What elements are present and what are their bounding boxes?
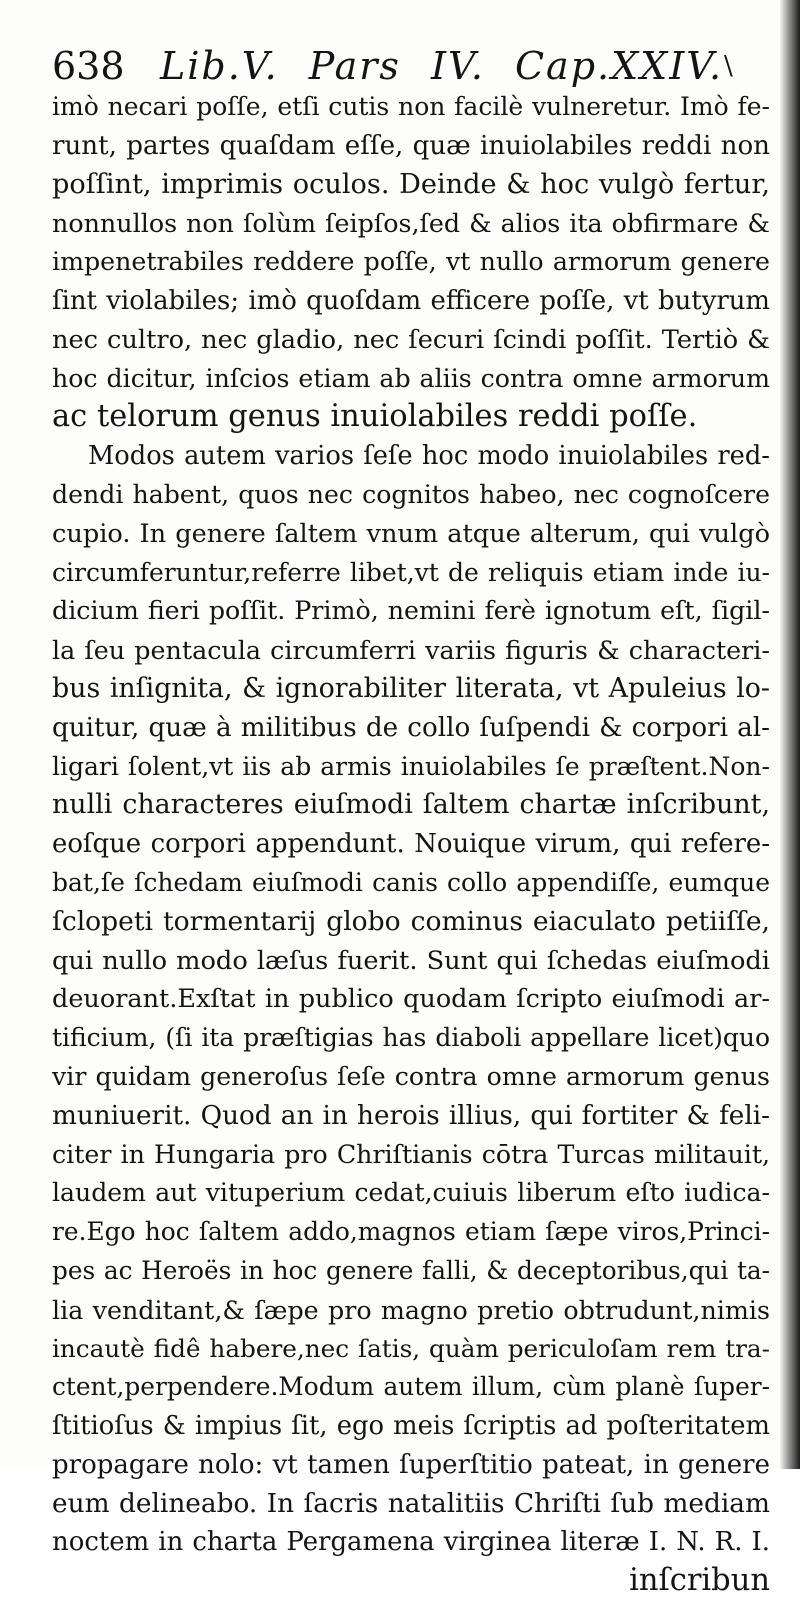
text-line: poſſint, imprimis oculos. Deinde & hoc vulgò fertur,	[52, 168, 770, 200]
text-line: eoſque corpori appendunt. Nouique virum, qui refere-	[52, 829, 770, 860]
catchword: inſcribun	[629, 1563, 770, 1599]
running-head: Lib.V. Pars IV. Cap.XXIV.	[160, 44, 724, 88]
text-line: laudem aut vituperium cedat,cuiuis liberum eſto iudica-	[52, 1178, 770, 1208]
text-line: deuorant.Exſtat in publico quodam ſcripto eiuſmodi ar-	[52, 984, 770, 1015]
body-text	[52, 88, 770, 1601]
page-header	[52, 40, 752, 92]
text-line: citer in Hungaria pro Chriſtianis cōtra Turcas militauit,	[52, 1139, 770, 1169]
text-line: cupio. In genere ſaltem vnum atque alterum, qui vulgò	[52, 518, 770, 549]
text-line: noctem in charta Pergamena virginea literæ I. N. R. I.	[52, 1527, 770, 1558]
text-line: bat,ſe ſchedam eiuſmodi canis collo appendiſſe, eumque	[52, 867, 770, 897]
text-line: vir quidam generoſus ſeſe contra omne armorum genus	[52, 1061, 770, 1091]
text-line: imò necari poſſe, etſi cutis non facilè vulneretur. Imò fe-	[52, 92, 770, 121]
text-line: ſtitioſus & impius ſit, ego meis ſcriptis ad poſteritatem	[52, 1411, 770, 1442]
text-line: quitur, quæ à militibus de collo ſuſpendi & corpori al-	[52, 712, 770, 743]
stray-mark: \	[724, 51, 733, 81]
page-gutter-shadow	[780, 0, 800, 1469]
text-line: bus inſignita, & ignorabiliter literata, vt Apuleius lo-	[52, 672, 770, 704]
text-line: muniuerit. Quod an in herois illius, qui fortiter & feli-	[52, 1100, 770, 1131]
text-line: la ſeu pentacula circumferri variis figuris & characteri-	[52, 635, 770, 666]
text-line: impenetrabiles reddere poſſe, vt nullo armorum genere	[52, 247, 770, 277]
text-line: incautè fidê habere,nec ſatis, quàm periculoſam rem tra-	[52, 1333, 770, 1363]
text-line: ligari ſolent,vt iis ab armis inuiolabiles ſe præſtent.Non-	[52, 751, 770, 781]
text-line: runt, partes quaſdam eſſe, quæ inuiolabiles reddi non	[52, 130, 770, 161]
text-line: pes ac Heroës in hoc genere falli, & deceptoribus,qui ta-	[52, 1255, 770, 1285]
text-line: dendi habent, quos nec cognitos habeo, nec cognoſcere	[52, 479, 770, 509]
text-line: propagare nolo: vt tamen ſuperſtitio pateat, in genere	[52, 1449, 770, 1480]
text-line: qui nullo modo læſus fuerit. Sunt qui ſchedas eiuſmodi	[52, 945, 770, 976]
text-line-paragraph-start: Modos autem varios ſeſe hoc modo inuiolabiles red-	[88, 441, 770, 472]
text-line: tificium, (ſi ita præſtigias has diaboli appellare licet)quo	[52, 1023, 770, 1053]
text-line: ſclopeti tormentarij globo cominus eiaculato petiiſſe,	[52, 905, 770, 937]
text-line: ctent,perpendere.Modum autem illum, cùm planè ſuper-	[52, 1372, 770, 1402]
text-line: circumferuntur,referre libet,vt de reliquis etiam inde iu-	[52, 557, 770, 587]
text-line: re.Ego hoc ſaltem addo,magnos etiam ſæpe viros,Princi-	[52, 1217, 770, 1247]
page-number: 638	[52, 44, 125, 88]
text-line: nonnullos non ſolùm ſeipſos,ſed & alios ita obfirmare &	[52, 208, 770, 239]
text-line-paragraph-end: ac telorum genus inuiolabiles reddi poſſe.	[52, 399, 698, 435]
text-line: hoc dicitur, inſcios etiam ab aliis contra omne armorum	[52, 363, 770, 393]
text-line: lia venditant,& ſæpe pro magno pretio obtrudunt,nimis	[52, 1294, 770, 1325]
text-line: ſint violabiles; imò quoſdam efficere poſſe, vt butyrum	[52, 285, 770, 316]
text-line: dicium fieri poſſit. Primò, nemini ferè ignotum eſt, ſigil-	[52, 596, 770, 626]
text-line: nulli characteres eiuſmodi ſaltem chartæ inſcribunt,	[52, 789, 770, 821]
text-line: nec cultro, nec gladio, nec ſecuri ſcindi poſſit. Tertiò &	[52, 324, 770, 355]
text-line: eum delineabo. In ſacris natalitiis Chriſti ſub mediam	[52, 1488, 770, 1519]
